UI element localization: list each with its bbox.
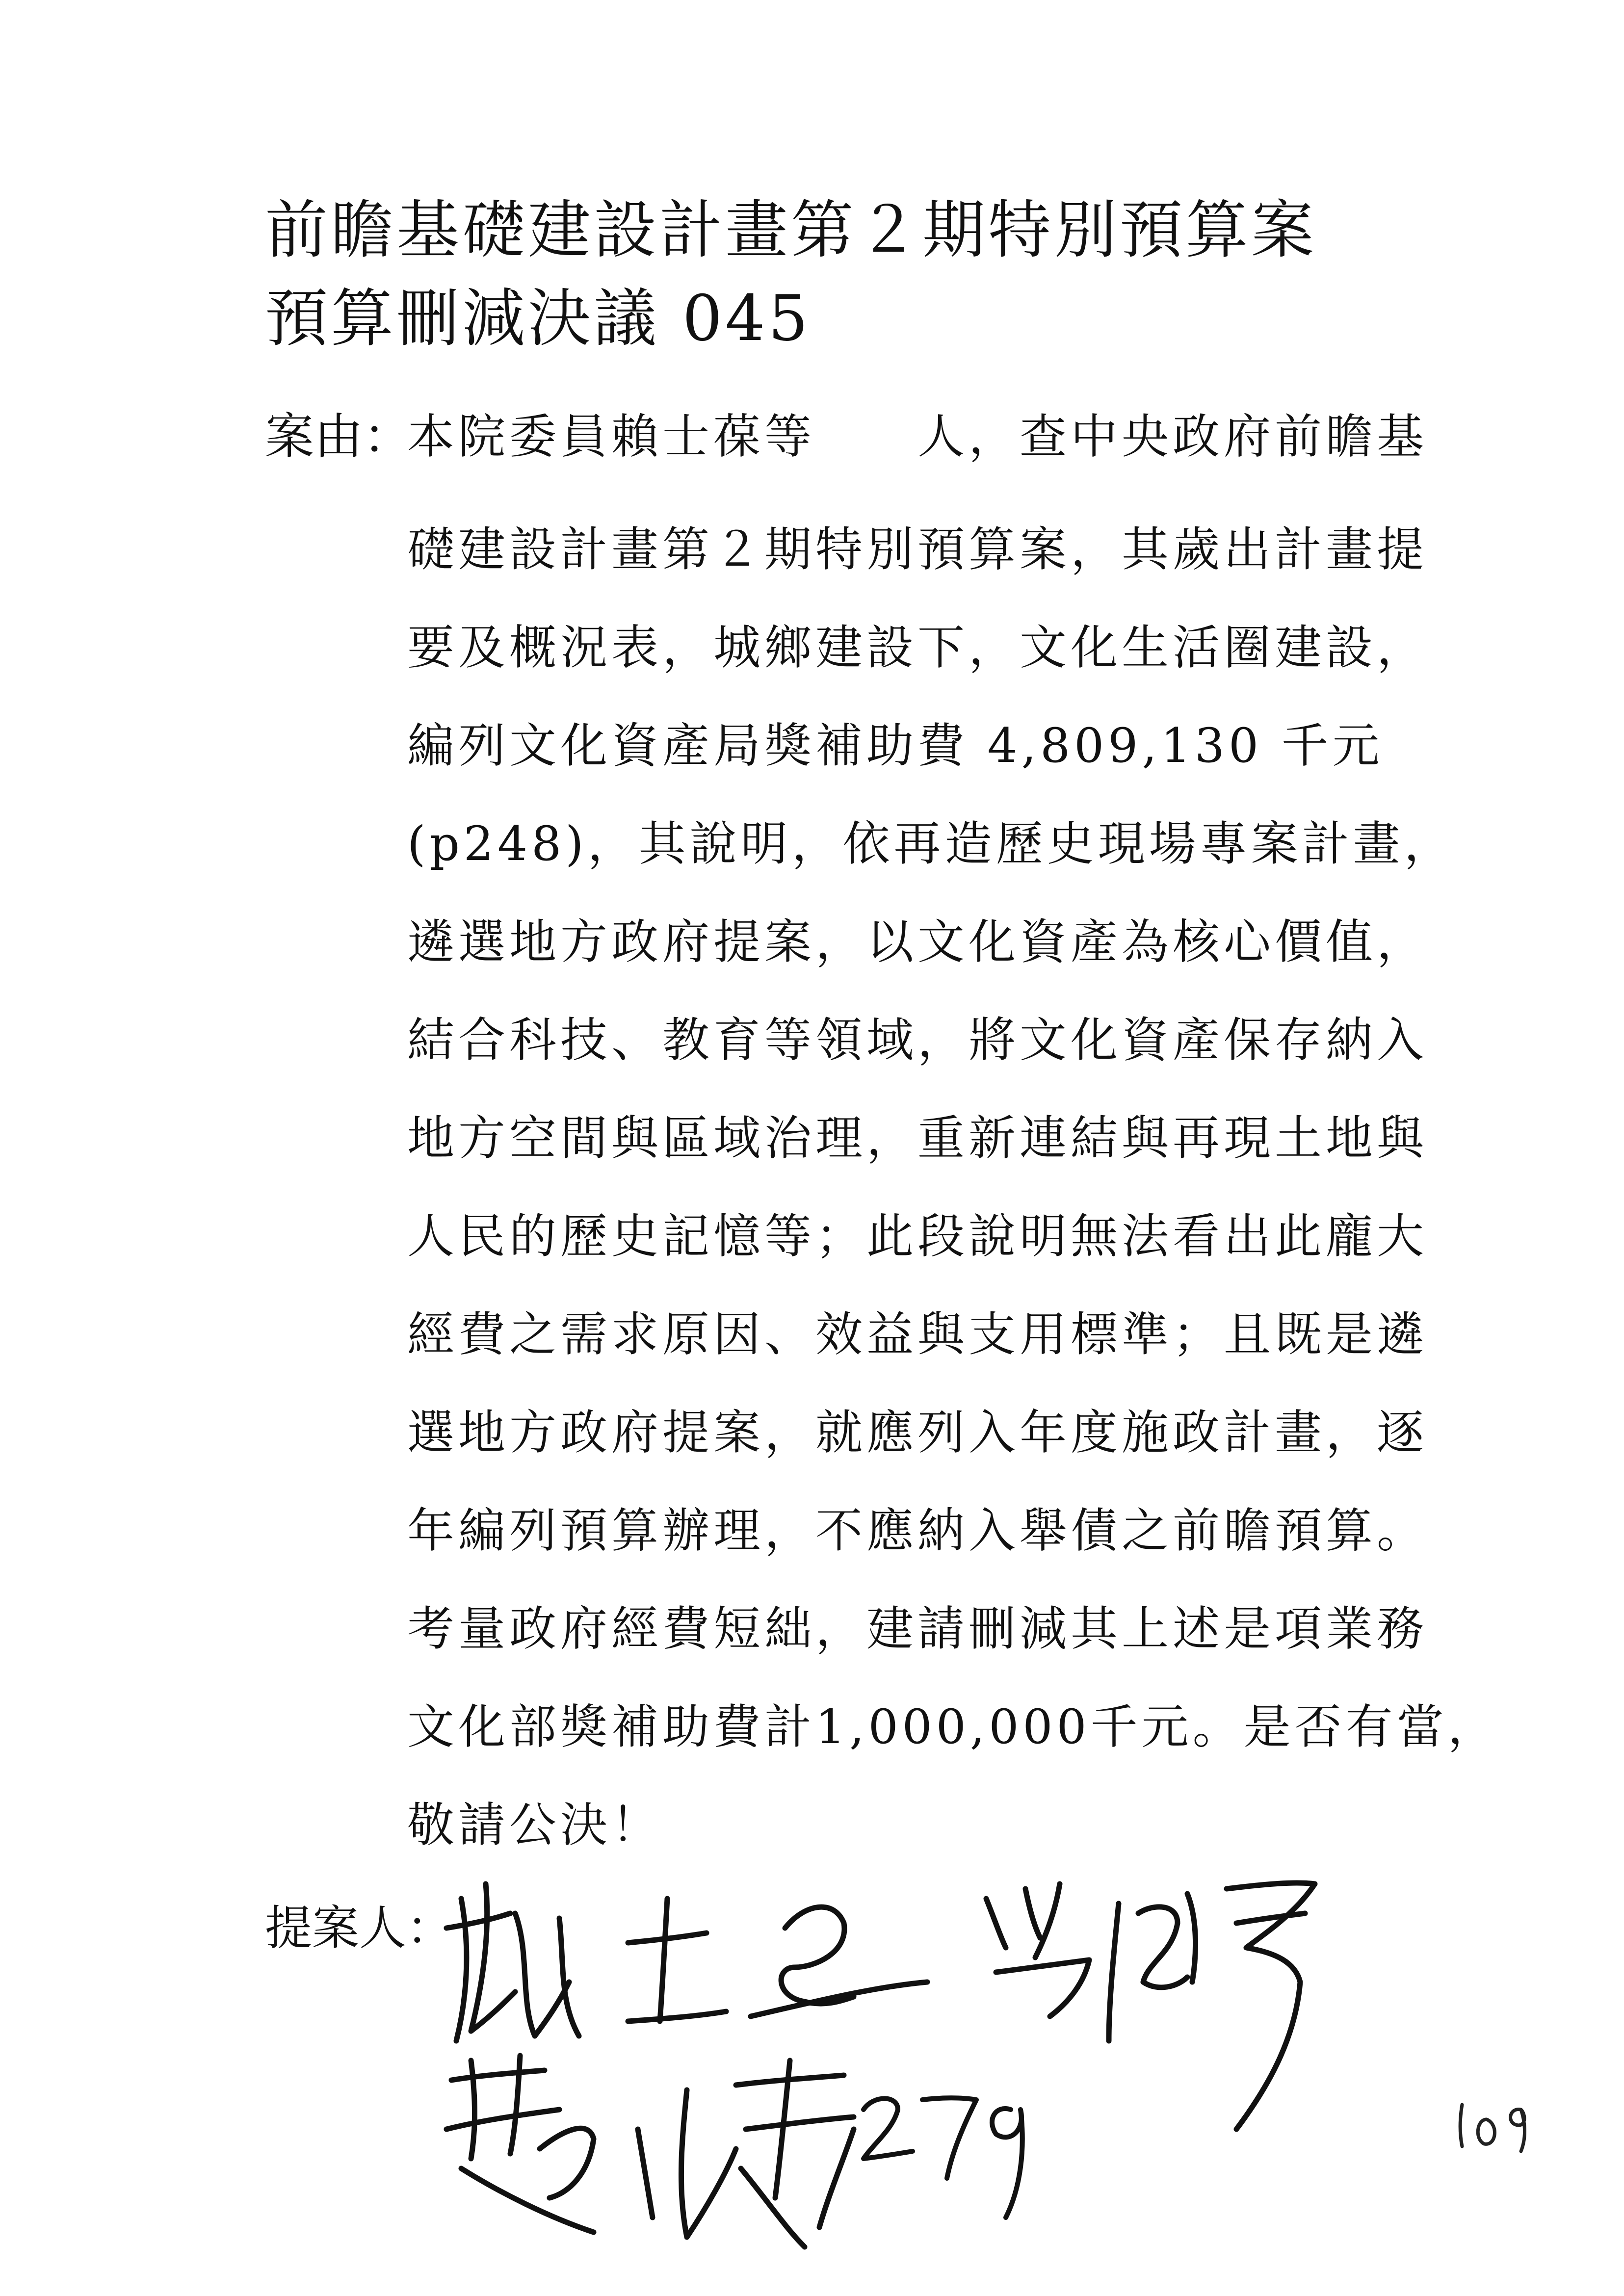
case-body bbox=[407, 402, 1499, 1874]
case-line: 人民的歷史記憶等；此段說明無法看出此龐大 bbox=[407, 1209, 1428, 1264]
case-line: 選地方政府提案，就應列入年度施政計畫，逐 bbox=[407, 1405, 1428, 1460]
title-line-1: 前瞻基礎建設計畫第２期特別預算案 bbox=[265, 194, 1317, 267]
case-line: 經費之需求原因、效益與支用標準；且既是遴 bbox=[407, 1307, 1428, 1362]
case-line: 本院委員賴士葆等 人，查中央政府前瞻基 bbox=[407, 409, 1428, 464]
case-line: 文化部獎補助費計1,000,000千元。是否有當， bbox=[407, 1699, 1499, 1754]
case-line: 遴選地方政府提案，以文化資產為核心價值， bbox=[407, 914, 1428, 969]
case-line: 地方空間與區域治理，重新連結與再現土地與 bbox=[407, 1111, 1428, 1166]
handwritten-page-number bbox=[1452, 2090, 1536, 2154]
signature-note-279 bbox=[864, 2098, 1022, 2218]
document-title bbox=[265, 186, 1442, 363]
case-line: (p248)，其說明，依再造歷史現場專案計畫， bbox=[407, 816, 1455, 871]
signature-3 bbox=[446, 2056, 854, 2247]
case-label: 案由： bbox=[265, 408, 412, 465]
handwritten-signatures bbox=[432, 1854, 1364, 2257]
case-line: 敬請公決！ bbox=[407, 1798, 662, 1852]
case-line: 結合科技、教育等領域，將文化資產保存納入 bbox=[407, 1013, 1428, 1068]
case-line: 要及概況表，城鄉建設下，文化生活圈建設， bbox=[407, 620, 1428, 675]
case-line: 考量政府經費短絀，建請刪減其上述是項業務 bbox=[407, 1601, 1428, 1656]
proposer-label: 提案人： bbox=[265, 1901, 453, 1956]
title-line-2: 預算刪減決議 045 bbox=[265, 282, 812, 355]
signature-2 bbox=[986, 1883, 1315, 2129]
signature-1 bbox=[446, 1884, 927, 2041]
case-line: 礎建設計畫第２期特別預算案，其歲出計畫提 bbox=[407, 522, 1428, 577]
case-line: 編列文化資產局獎補助費 4,809,130 千元 bbox=[407, 718, 1384, 773]
case-line: 年編列預算辦理，不應納入舉債之前瞻預算。 bbox=[407, 1503, 1428, 1558]
